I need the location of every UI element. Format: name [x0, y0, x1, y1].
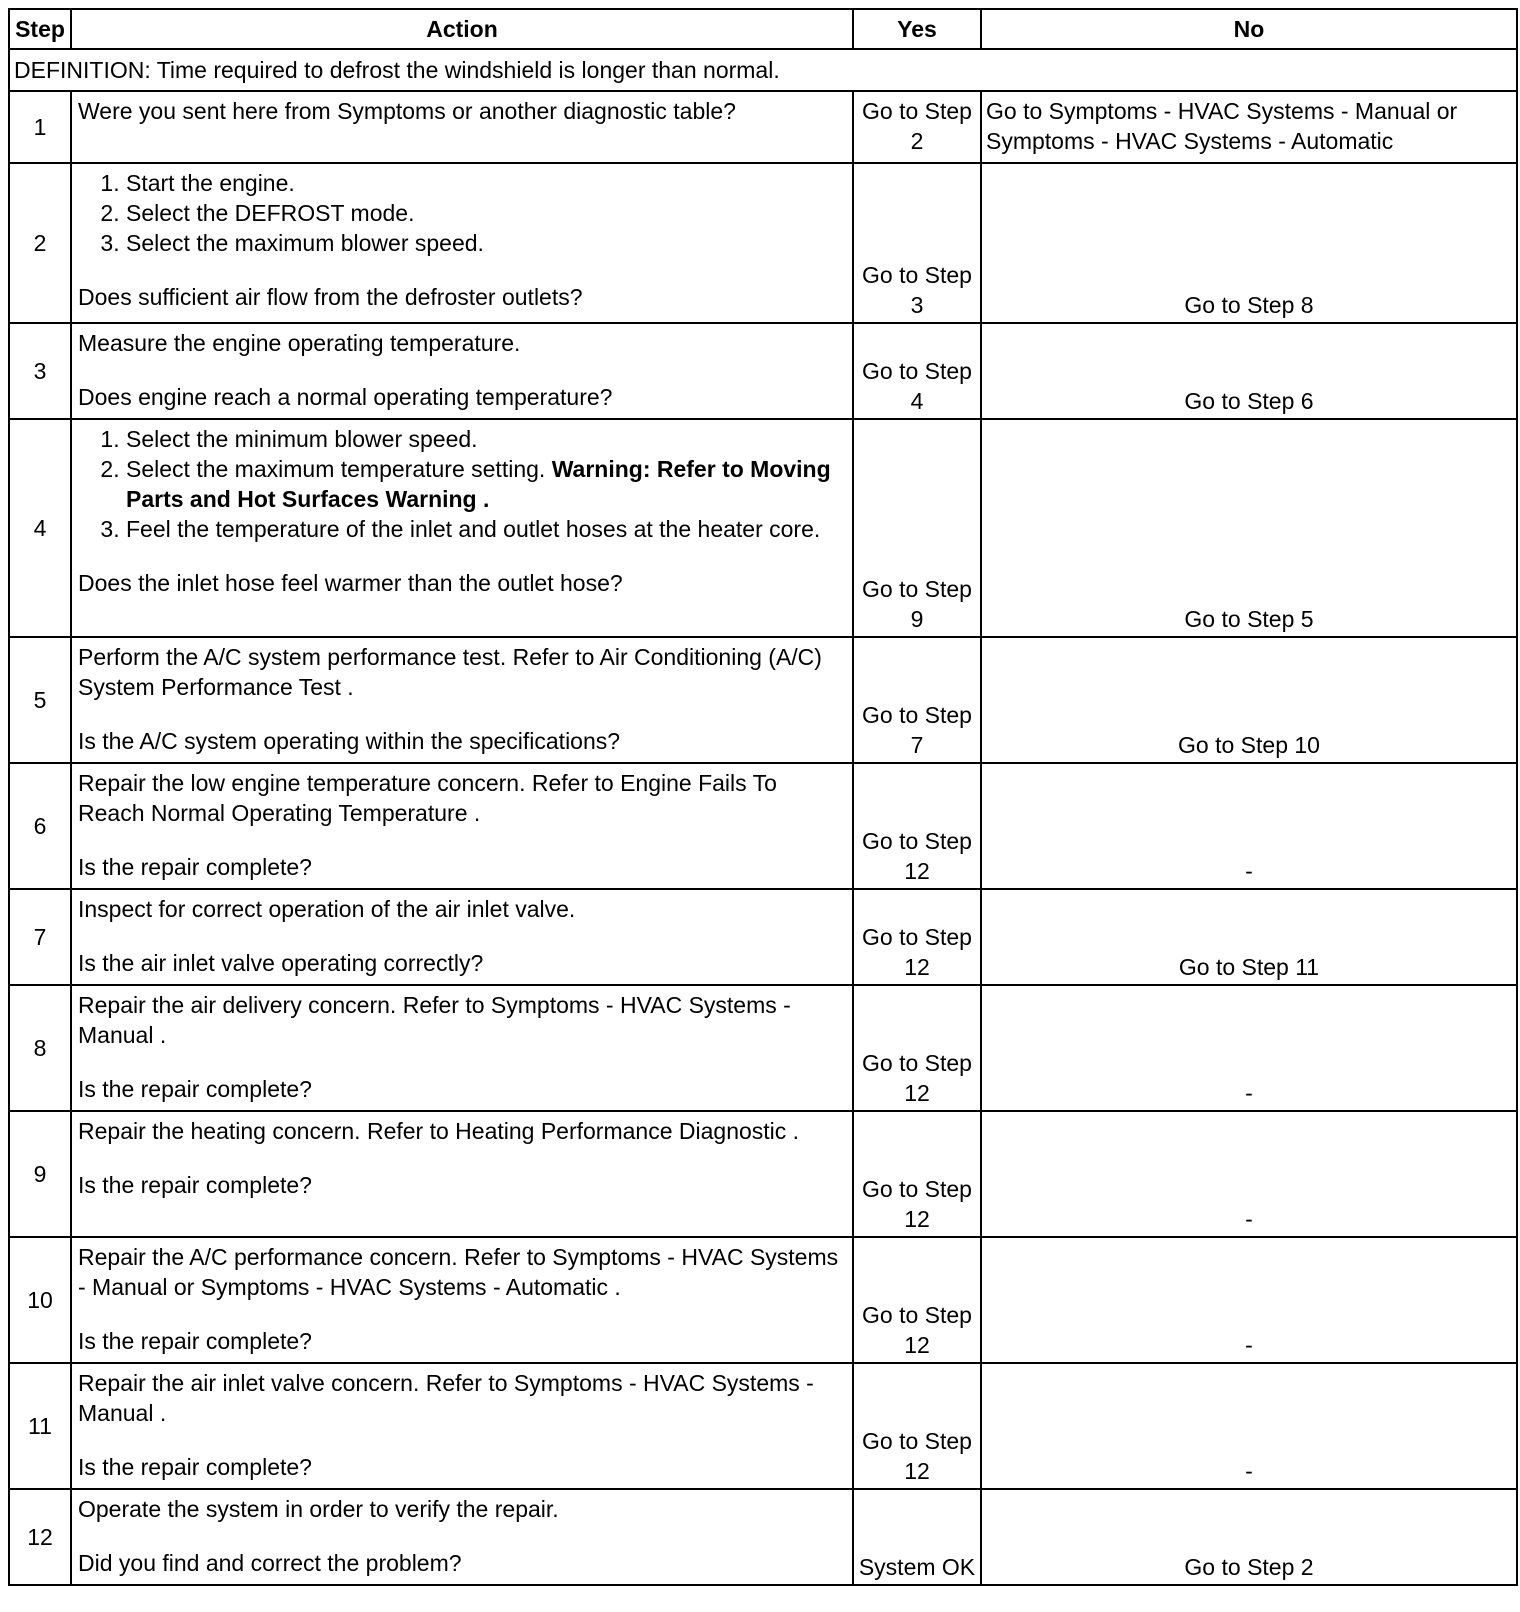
action-question: Does the inlet hose feel warmer than the outlet hose? — [78, 570, 623, 596]
step-number: 11 — [9, 1363, 71, 1489]
definition-row — [9, 49, 1517, 91]
yes-cell: Go to Step 12 — [853, 1111, 981, 1237]
action-cell — [71, 889, 853, 985]
table-row — [9, 1237, 1517, 1363]
step-number: 7 — [9, 889, 71, 985]
warning-text: Warning: Refer to Moving Parts and Hot Surfaces Warning . — [126, 456, 831, 512]
action-question: Is the repair complete? — [78, 1172, 312, 1198]
no-cell: Go to Step 2 — [981, 1489, 1517, 1585]
table-row — [9, 323, 1517, 419]
step-number: 10 — [9, 1237, 71, 1363]
list-item: 3. Feel the temperature of the inlet and outlet hoses at the heater core. — [126, 514, 846, 544]
action-text: Repair the heating concern. Refer to Heating Performance Diagnostic . — [78, 1118, 800, 1144]
table-row — [9, 763, 1517, 889]
list-item: 1. Start the engine. — [126, 168, 846, 198]
action-text: Repair the air delivery concern. Refer to Symptoms - HVAC Systems - Manual . — [78, 992, 791, 1048]
step-number: 12 — [9, 1489, 71, 1585]
table-row — [9, 419, 1517, 637]
yes-cell: Go to Step 12 — [853, 889, 981, 985]
list-item: 2. Select the DEFROST mode. — [126, 198, 846, 228]
action-question: Is the repair complete? — [78, 1076, 312, 1102]
yes-cell: Go to Step 7 — [853, 637, 981, 763]
diagnostic-table — [8, 8, 1518, 1586]
action-cell — [71, 763, 853, 889]
action-question: Did you find and correct the problem? — [78, 1550, 462, 1576]
step-number: 8 — [9, 985, 71, 1111]
action-text: Inspect for correct operation of the air inlet valve. — [78, 896, 576, 922]
yes-cell: Go to Step 12 — [853, 763, 981, 889]
action-question: Does engine reach a normal operating temperature? — [78, 384, 613, 410]
definition-text: DEFINITION: Time required to defrost the windshield is longer than normal. — [9, 49, 1517, 91]
table-row — [9, 1363, 1517, 1489]
action-text: Repair the air inlet valve concern. Refer to Symptoms - HVAC Systems - Manual . — [78, 1370, 814, 1426]
action-question: Is the A/C system operating within the specifications? — [78, 728, 621, 754]
step-number: 1 — [9, 91, 71, 163]
no-cell: Go to Step 8 — [981, 163, 1517, 323]
table-row — [9, 637, 1517, 763]
table-row — [9, 1111, 1517, 1237]
action-cell — [71, 163, 853, 323]
action-text: Operate the system in order to verify the repair. — [78, 1496, 559, 1522]
action-cell — [71, 985, 853, 1111]
list-item-text: Select the maximum temperature setting. — [126, 456, 546, 482]
step-number: 6 — [9, 763, 71, 889]
no-cell: - — [981, 1237, 1517, 1363]
table-row — [9, 1489, 1517, 1585]
table-row — [9, 91, 1517, 163]
action-question: Is the air inlet valve operating correctly? — [78, 950, 484, 976]
yes-cell: Go to Step 3 — [853, 163, 981, 323]
yes-cell: Go to Step 12 — [853, 1363, 981, 1489]
header-yes: Yes — [853, 9, 981, 49]
action-question: Is the repair complete? — [78, 1328, 312, 1354]
action-cell — [71, 1237, 853, 1363]
no-cell: Go to Symptoms - HVAC Systems - Manual or Symptoms - HVAC Systems - Automatic — [981, 91, 1517, 163]
yes-cell: System OK — [853, 1489, 981, 1585]
step-number: 2 — [9, 163, 71, 323]
table-row — [9, 163, 1517, 323]
header-action: Action — [71, 9, 853, 49]
action-cell — [71, 637, 853, 763]
step-number: 5 — [9, 637, 71, 763]
list-item: 1. Select the minimum blower speed. — [126, 424, 846, 454]
table-row — [9, 985, 1517, 1111]
action-text: Repair the A/C performance concern. Refer to Symptoms - HVAC Systems - Manual or Symptoms - HVAC Systems - Automatic . — [78, 1244, 839, 1300]
no-cell: - — [981, 1111, 1517, 1237]
action-list — [78, 424, 846, 544]
yes-cell: Go to Step 9 — [853, 419, 981, 637]
table-row — [9, 889, 1517, 985]
header-no: No — [981, 9, 1517, 49]
step-number: 4 — [9, 419, 71, 637]
no-cell: - — [981, 763, 1517, 889]
action-list — [78, 168, 846, 258]
no-cell: - — [981, 1363, 1517, 1489]
action-question: Does sufficient air flow from the defroster outlets? — [78, 284, 583, 310]
yes-cell: Go to Step 2 — [853, 91, 981, 163]
action-cell — [71, 1111, 853, 1237]
action-cell — [71, 1489, 853, 1585]
action-text: Repair the low engine temperature concern. Refer to Engine Fails To Reach Normal Operating Temperature . — [78, 770, 777, 826]
action-text: Measure the engine operating temperature. — [78, 330, 521, 356]
no-cell: Go to Step 5 — [981, 419, 1517, 637]
no-cell: Go to Step 11 — [981, 889, 1517, 985]
yes-cell: Go to Step 12 — [853, 985, 981, 1111]
list-item: 3. Select the maximum blower speed. — [126, 228, 846, 258]
action-cell — [71, 323, 853, 419]
action-text: Were you sent here from Symptoms or another diagnostic table? — [78, 98, 736, 124]
action-question: Is the repair complete? — [78, 1454, 312, 1480]
header-step: Step — [9, 9, 71, 49]
yes-cell: Go to Step 4 — [853, 323, 981, 419]
step-number: 3 — [9, 323, 71, 419]
no-cell: Go to Step 6 — [981, 323, 1517, 419]
no-cell: - — [981, 985, 1517, 1111]
header-row — [9, 9, 1517, 49]
yes-cell: Go to Step 12 — [853, 1237, 981, 1363]
action-cell — [71, 1363, 853, 1489]
step-number: 9 — [9, 1111, 71, 1237]
no-cell: Go to Step 10 — [981, 637, 1517, 763]
action-cell — [71, 91, 853, 163]
action-cell — [71, 419, 853, 637]
list-item — [126, 454, 846, 514]
action-question: Is the repair complete? — [78, 854, 312, 880]
action-text: Perform the A/C system performance test. Refer to Air Conditioning (A/C) System Performance Test . — [78, 644, 822, 700]
